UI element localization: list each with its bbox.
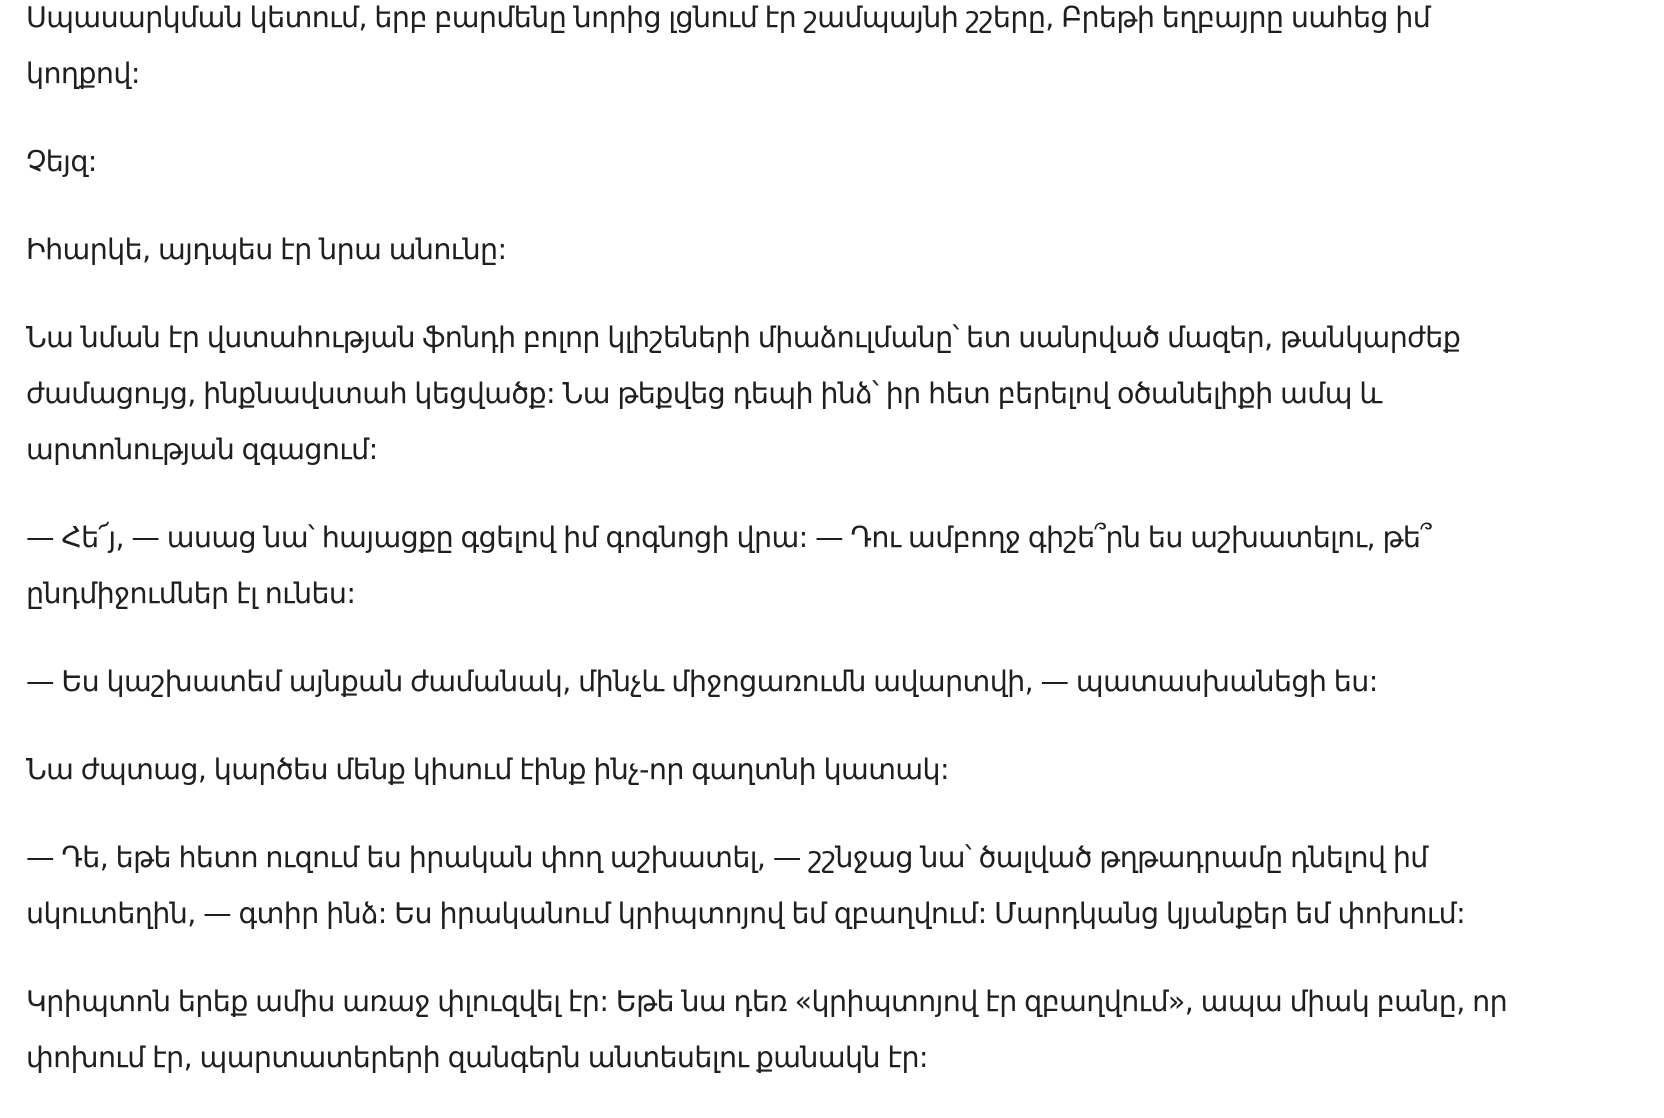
- paragraph: Կրիպտոն երեք ամիս առաջ փլուզվել էր: Եթե նա դեռ «կրիպտոյով էր զբաղվում», ապա միակ բանը, որ փոխում էր, պարտատերերի զանգերն անտեսելու քանակն էր:: [26, 985, 1508, 1074]
- paragraph: Նա նման էր վստահության ֆոնդի բոլոր կլիշեների միաձուլմանը՝ ետ սանրված մազեր, թանկարժեք ժամացույց, ինքնավստահ կեցվածք: Նա թեքվեց դեպի ինձ՝ իր հետ բերելով օծանելիքի ամպ և արտոնության զգացում:: [26, 321, 1461, 466]
- paragraph: Իհարկե, այդպես էր նրա անունը:: [26, 233, 507, 266]
- paragraph: — Ես կաշխատեմ այնքան ժամանակ, մինչև միջոցառումն ավարտվի, — պատասխանեցի ես:: [26, 665, 1378, 698]
- paragraph: Չեյզ:: [26, 145, 97, 178]
- paragraph: — Հե՜յ, — ասաց նա՝ հայացքը գցելով իմ գոգնոցի վրա: — Դու ամբողջ գիշե՞րն ես աշխատելու, թե՞ ընդմիջումներ էլ ունես:: [26, 521, 1432, 610]
- paragraph: Նա ժպտաց, կարծես մենք կիսում էինք ինչ-որ գաղտնի կատակ:: [26, 753, 949, 786]
- paragraph: Սպասարկման կետում, երբ բարմենը նորից լցնում էր շամպայնի շշերը, Բրեթի եղբայրը սահեց իմ կողքով:: [26, 1, 1431, 90]
- paragraph: — Դե, եթե հետո ուզում ես իրական փող աշխատել, — շշնջաց նա՝ ծալված թղթադրամը դնելով իմ սկուտեղին, — գտիր ինձ: Ես իրականում կրիպտոյով եմ զբաղվում: Մարդկանց կյանքեր եմ փոխում:: [26, 841, 1466, 930]
- document-body: [26, 0, 1546, 1118]
